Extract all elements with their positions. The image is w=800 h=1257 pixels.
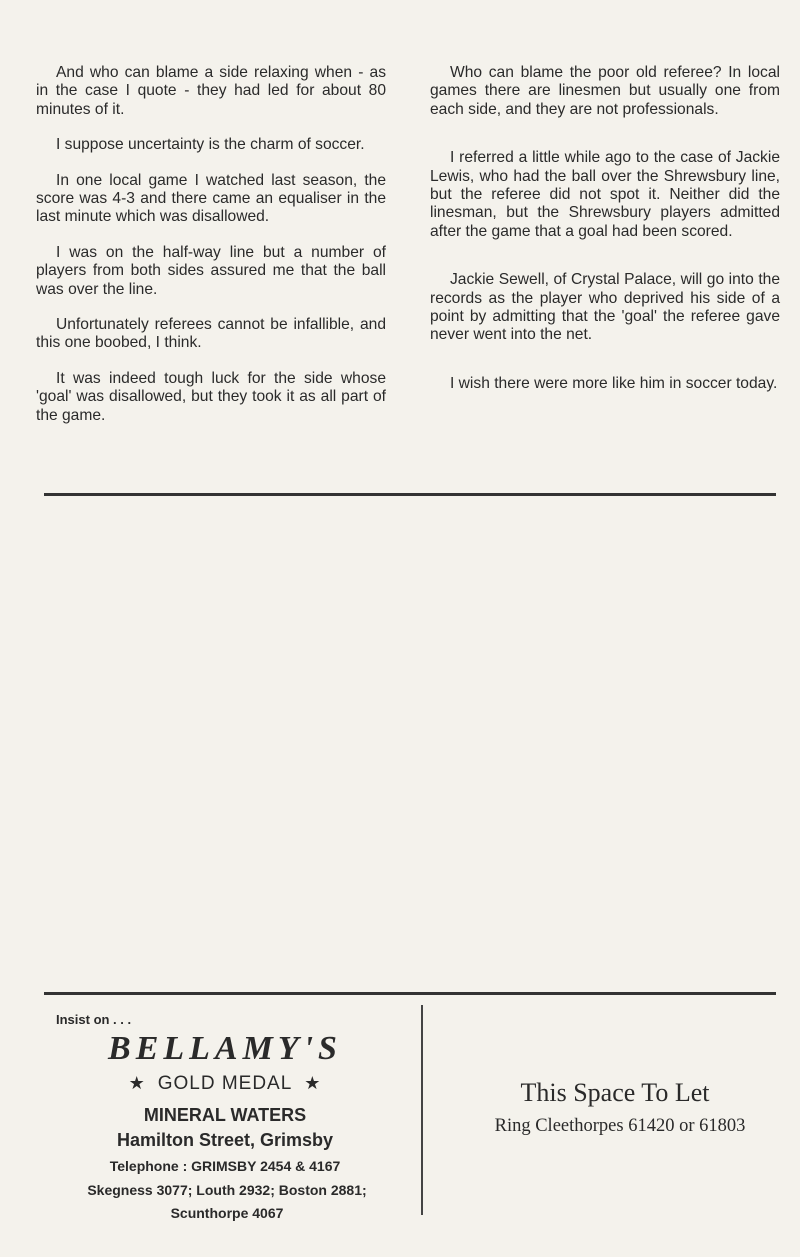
to-let-contact: Ring Cleethorpes 61420 or 61803 bbox=[494, 1116, 746, 1136]
medal-label: GOLD MEDAL bbox=[157, 1073, 293, 1094]
article-divider bbox=[44, 493, 776, 496]
paragraph: In one local game I watched last season, the score was 4-3 and there came an equaliser in the last minute which was disallowed. bbox=[36, 171, 386, 226]
advert-divider bbox=[44, 992, 776, 995]
advert-telephone: Telephone : GRIMSBY 2454 & 4167 bbox=[109, 1158, 341, 1174]
advert-brand: BELLAMY'S bbox=[108, 1030, 342, 1067]
paragraph: Unfortunately referees cannot be infallible, and this one boobed, I think. bbox=[36, 316, 386, 352]
to-let-title: This Space To Let bbox=[520, 1078, 710, 1107]
advert-vertical-divider bbox=[421, 1005, 423, 1215]
advert-insist: Insist on . . . bbox=[56, 1012, 132, 1027]
paragraph: It was indeed tough luck for the side whose 'goal' was disallowed, but they took it as all part of the game. bbox=[36, 369, 386, 424]
article-left-column bbox=[36, 64, 386, 442]
paragraph: I referred a little while ago to the case of Jackie Lewis, who had the ball over the Shrewsbury line, but the referee did not spot it. Neither did the linesman, but the Shrewsbury players admitted after the game that a goal had been scored. bbox=[430, 149, 780, 240]
star-icon: ★ bbox=[128, 1073, 146, 1093]
advert-address: Hamilton Street, Grimsby bbox=[116, 1130, 334, 1150]
paragraph: And who can blame a side relaxing when - as in the case I quote - they had led for about 80 minutes of it. bbox=[36, 64, 386, 118]
paragraph: Jackie Sewell, of Crystal Palace, will go into the records as the player who deprived his side of a point by admitting that the 'goal' the referee gave never went into the net. bbox=[430, 271, 780, 344]
paragraph: I wish there were more like him in soccer today. bbox=[450, 374, 778, 392]
advert-other-phones: Skegness 3077; Louth 2932; Boston 2881; Scunthorpe 4067 bbox=[87, 1182, 367, 1221]
paragraph: I suppose uncertainty is the charm of soccer. bbox=[56, 136, 365, 154]
paragraph: Who can blame the poor old referee? In local games there are linesmen but usually one from each side, and they are not professionals. bbox=[430, 64, 780, 118]
advert-gold-medal bbox=[40, 1073, 410, 1095]
article-right-column bbox=[430, 64, 780, 410]
star-icon: ★ bbox=[304, 1073, 322, 1093]
advert-product: MINERAL WATERS bbox=[143, 1105, 307, 1125]
paragraph: I was on the half-way line but a number of players from both sides assured me that the ball was over the line. bbox=[36, 243, 386, 298]
